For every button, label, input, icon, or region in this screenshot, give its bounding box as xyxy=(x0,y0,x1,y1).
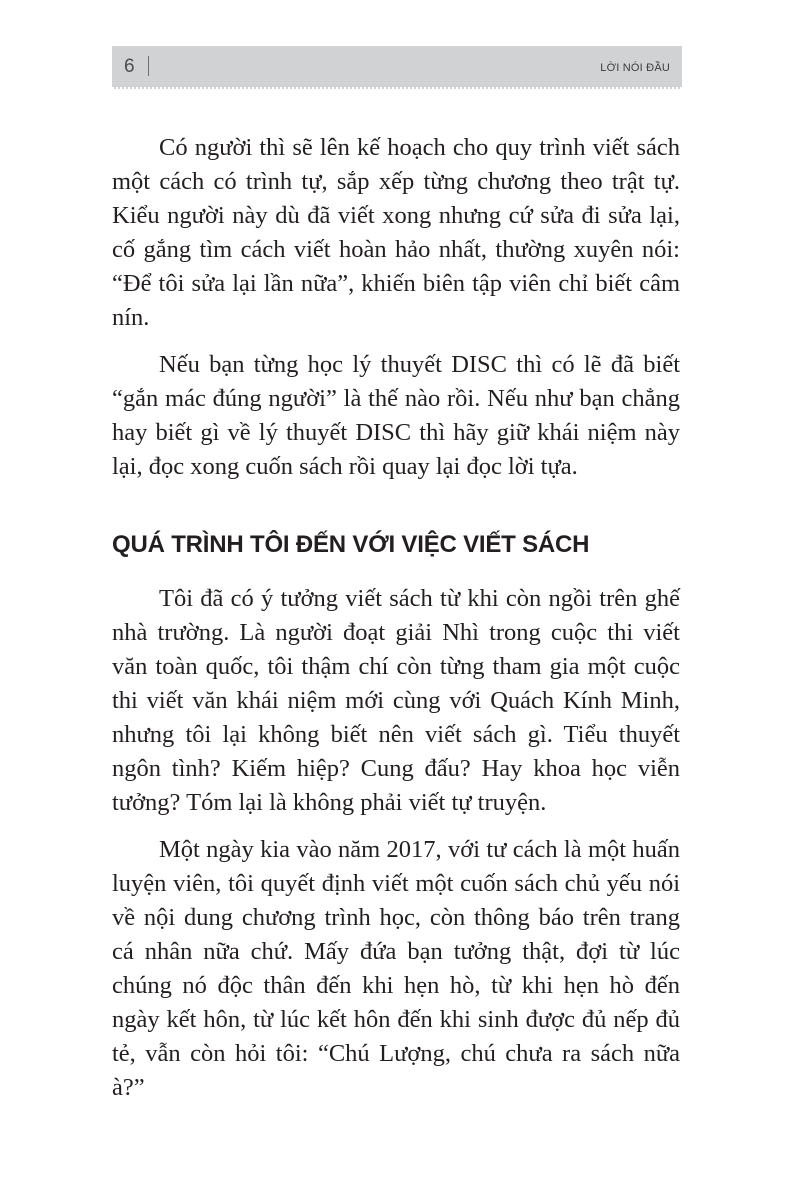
paragraph-3: Tôi đã có ý tưởng viết sách từ khi còn ngồi trên ghế nhà trường. Là người đoạt giải Nhì trong cuộc thi viết văn toàn quốc, tôi thậm chí còn từng tham gia một cuộc thi viết văn khái niệm mới cùng với Quách Kính Minh, nhưng tôi lại không biết nên viết sách gì. Tiểu thuyết ngôn tình? Kiếm hiệp? Cung đấu? Hay khoa học viễn tưởng? Tóm lại là không phải viết tự truyện. xyxy=(112,585,680,816)
page-number: 6 xyxy=(124,56,135,77)
paragraph-4: Một ngày kia vào năm 2017, với tư cách là một huấn luyện viên, tôi quyết định viết một cuốn sách chủ yếu nói về nội dung chương trình học, còn thông báo trên trang cá nhân nữa chứ. Mấy đứa bạn tưởng thật, đợi từ lúc chúng nó độc thân đến khi hẹn hò, từ khi hẹn hò đến ngày kết hôn, từ lúc kết hôn đến khi sinh được đủ nếp đủ tẻ, vẫn còn hỏi tôi: “Chú Lượng, chú chưa ra sách nữa à?” xyxy=(112,836,680,1101)
paragraph-1: Có người thì sẽ lên kế hoạch cho quy trình viết sách một cách có trình tự, sắp xếp từng chương theo trật tự. Kiểu người này dù đã viết xong nhưng cứ sửa đi sửa lại, cố gắng tìm cách viết hoàn hảo nhất, thường xuyên nói: “Để tôi sửa lại lần nữa”, khiến biên tập viên chỉ biết câm nín. xyxy=(112,134,680,331)
paragraph-2: Nếu bạn từng học lý thuyết DISC thì có lẽ đã biết “gắn mác đúng người” là thế nào rồi. Nếu như bạn chẳng hay biết gì về lý thuyết DISC thì hãy giữ khái niệm này lại, đọc xong cuốn sách rồi quay lại đọc lời tựa. xyxy=(112,351,680,480)
header-divider xyxy=(148,56,149,76)
section-heading: QUÁ TRÌNH TÔI ĐẾN VỚI VIỆC VIẾT SÁCH xyxy=(112,531,590,558)
chapter-title: LỜI NÓI ĐẦU xyxy=(600,62,670,74)
page-body xyxy=(112,131,680,1105)
running-header xyxy=(112,46,682,89)
